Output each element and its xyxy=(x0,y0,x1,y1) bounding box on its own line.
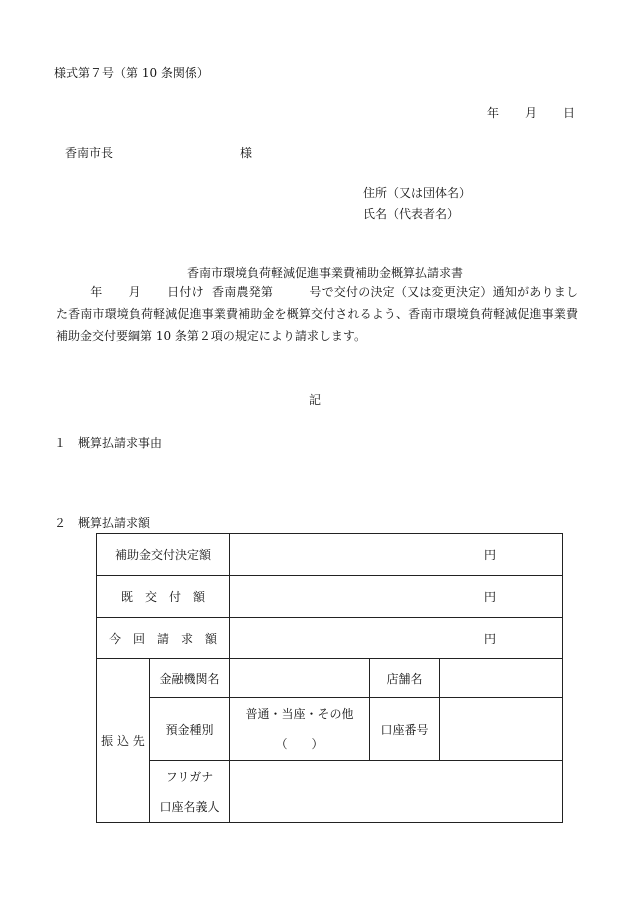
holder-name-label: 口座名義人 xyxy=(159,799,220,814)
current-request-label: 今 回 請 求 額 xyxy=(97,618,230,659)
account-holder-value[interactable] xyxy=(230,761,563,823)
already-paid-label: 既 交 付 額 xyxy=(97,576,230,618)
yen-unit: 円 xyxy=(484,548,497,562)
applicant-address-label: 住所（又は団体名） xyxy=(363,186,472,200)
body-date-suffix: 日付け xyxy=(166,285,204,299)
body-prefix: 香南農発第 xyxy=(211,285,274,299)
deposit-type-options: 普通・当座・その他 xyxy=(245,707,354,721)
section2-label: 概算払請求額 xyxy=(78,516,151,530)
body-year: 年 xyxy=(90,285,103,299)
form-number: 様式第７号（第 10 条関係） xyxy=(54,66,209,80)
table-row xyxy=(97,534,563,576)
current-request-value[interactable] xyxy=(230,618,563,659)
body-month: 月 xyxy=(128,285,141,299)
request-amount-table xyxy=(96,533,563,823)
table-row xyxy=(97,698,563,761)
section1-label: 概算払請求事由 xyxy=(78,436,163,450)
table-row xyxy=(97,576,563,618)
date-month: 月 xyxy=(525,106,538,120)
ki-heading: 記 xyxy=(309,393,322,407)
branch-value[interactable] xyxy=(440,659,563,698)
table-row xyxy=(97,618,563,659)
document-title: 香南市環境負荷軽減促進事業費補助金概算払請求書 xyxy=(187,266,464,280)
deposit-type-label: 預金種別 xyxy=(150,698,230,761)
yen-unit: 円 xyxy=(484,590,497,604)
bank-name-value[interactable] xyxy=(230,659,370,698)
account-holder-label xyxy=(150,761,230,823)
furigana-label: フリガナ xyxy=(165,769,214,784)
already-paid-value[interactable] xyxy=(230,576,563,618)
section2-number: ２ xyxy=(54,516,67,530)
transfer-label: 振 込 先 xyxy=(97,659,150,823)
section1-number: １ xyxy=(54,436,67,450)
decided-amount-label: 補助金交付決定額 xyxy=(97,534,230,576)
body-paragraph xyxy=(56,281,578,347)
decided-amount-value[interactable] xyxy=(230,534,563,576)
date-day: 日 xyxy=(563,106,576,120)
date-year: 年 xyxy=(487,106,500,120)
yen-unit: 円 xyxy=(484,631,497,646)
table-row xyxy=(97,761,563,823)
addressee-honorific: 様 xyxy=(240,146,253,160)
bank-name-label: 金融機関名 xyxy=(150,659,230,698)
branch-label: 店舗名 xyxy=(370,659,440,698)
account-number-label: 口座番号 xyxy=(370,698,440,761)
addressee-name: 香南市長 xyxy=(65,146,114,160)
table-row xyxy=(97,659,563,698)
deposit-type-other: （ ） xyxy=(275,737,324,751)
account-number-value[interactable] xyxy=(440,698,563,761)
body-text: 号で交付の決定（又は変更決定）通知がありました香南市環境負荷軽減促進事業費補助金を概算交付されるよう、香南市環境負荷軽減促進事業費補助金交付要綱第 10 条第２項の規定により請求します。 xyxy=(56,285,578,343)
deposit-type-value[interactable] xyxy=(230,698,370,761)
applicant-name-label: 氏名（代表者名） xyxy=(363,207,460,221)
